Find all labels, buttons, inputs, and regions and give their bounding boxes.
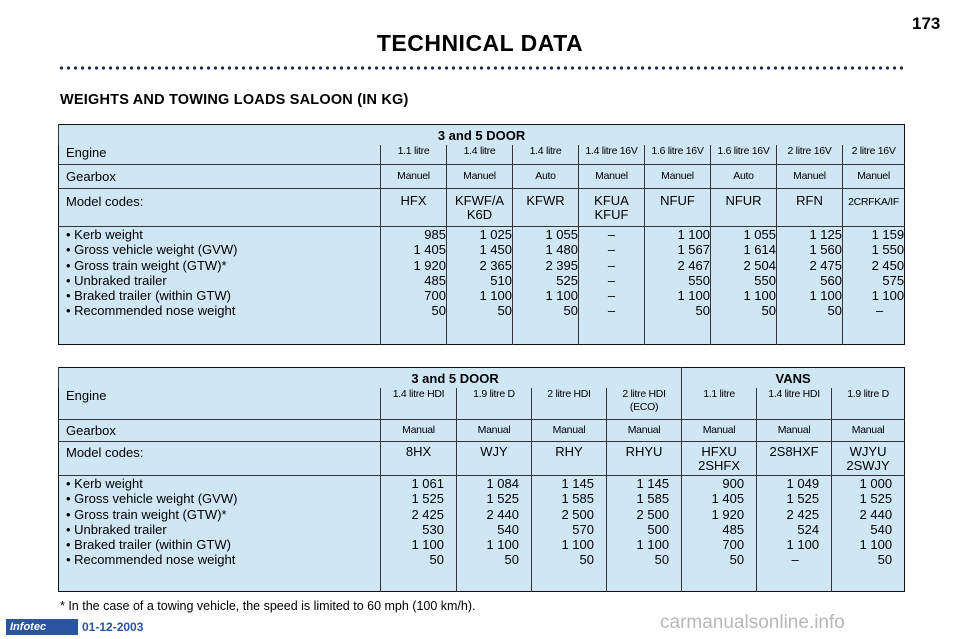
model-code-cell: KFUA KFUF [579, 189, 645, 227]
weight-value: 50 [695, 303, 710, 319]
engine-cell: 2 litre HDI (ECO) [607, 388, 682, 420]
weight-value: 1 550 [871, 242, 905, 258]
weight-value: 1 525 [786, 491, 820, 507]
weight-label: • Gross vehicle weight (GVW) [66, 242, 238, 258]
weight-value: 1 055 [743, 227, 776, 242]
engine-cell: 1.1 litre [381, 145, 447, 165]
weight-value: 1 125 [809, 227, 842, 242]
weight-value: 2 425 [786, 506, 820, 522]
weight-value: 485 [424, 272, 446, 288]
weight-value: 1 525 [859, 491, 893, 507]
weight-value: 1 061 [411, 476, 444, 491]
weight-value: 700 [722, 537, 745, 553]
weight-value: 1 025 [479, 227, 512, 242]
engine-cell: 2 litre 16V [777, 145, 843, 165]
weight-value: 1 100 [479, 288, 512, 304]
weight-value: 1 405 [413, 242, 446, 258]
weight-value: 1 145 [561, 476, 594, 491]
weight-value: 550 [754, 272, 776, 288]
weight-labels [59, 227, 381, 345]
weight-value: 1 480 [545, 242, 578, 258]
weight-value: 50 [654, 552, 670, 568]
engine-cell: 1.4 litre [447, 145, 513, 165]
weight-values [579, 227, 645, 345]
weight-value: 1 100 [677, 288, 710, 304]
weight-values [711, 227, 777, 345]
weight-labels [59, 476, 381, 592]
model-code-cell: HFXU 2SHFX [682, 442, 757, 476]
weight-label: • Kerb weight [66, 476, 143, 491]
weight-value: 524 [797, 521, 820, 537]
weight-value: 50 [827, 303, 842, 319]
weight-value: – [607, 303, 616, 319]
engine-cell: 1.9 litre D [457, 388, 532, 420]
weight-value: – [607, 227, 616, 242]
weight-values [381, 476, 457, 592]
weight-value: 500 [647, 521, 670, 537]
weight-values [645, 227, 711, 345]
weight-value: 2 504 [743, 257, 776, 273]
group-header-right: VANS [682, 368, 905, 388]
weight-value: 1 525 [411, 491, 444, 507]
weight-value: 50 [729, 552, 745, 568]
dotted-divider [58, 66, 906, 70]
weight-label: • Gross vehicle weight (GVW) [66, 491, 238, 507]
weight-value: 1 405 [711, 491, 745, 507]
weight-value: 1 145 [636, 476, 670, 491]
gearbox-cell: Manuel [777, 165, 843, 189]
engine-cell: 1.4 litre HDI [757, 388, 832, 420]
weight-value: 1 585 [561, 491, 594, 507]
weight-value: 1 614 [743, 242, 776, 258]
weight-value: 525 [556, 272, 578, 288]
weight-value: 700 [424, 288, 446, 304]
engine-cell: 2 litre 16V [843, 145, 905, 165]
gearbox-cell: Manuel [645, 165, 711, 189]
gearbox-cell: Manual [607, 420, 682, 442]
weight-value: 1 100 [411, 537, 444, 553]
gearbox-cell: Manuel [447, 165, 513, 189]
engine-cell: 1.6 litre 16V [645, 145, 711, 165]
weight-values [513, 227, 579, 345]
watermark: carmanualsonline.info [660, 612, 845, 633]
gearbox-cell: Manual [832, 420, 905, 442]
weight-value: 900 [722, 476, 745, 491]
model-codes-label: Model codes: [59, 189, 381, 227]
weight-value: 1 920 [711, 506, 745, 522]
model-code-cell: WJY [457, 442, 532, 476]
weight-value: 1 100 [677, 227, 710, 242]
weight-values [447, 227, 513, 345]
weight-value: 50 [579, 552, 594, 568]
weight-value: – [791, 552, 799, 568]
weight-value: 50 [563, 303, 578, 319]
weight-value: 2 365 [479, 257, 512, 273]
weight-values [457, 476, 532, 592]
model-code-cell: RHYU [607, 442, 682, 476]
weight-value: 1 100 [786, 537, 820, 553]
weight-values [682, 476, 757, 592]
footnote: * In the case of a towing vehicle, the speed is limited to 60 mph (100 km/h). [60, 599, 476, 613]
gearbox-cell: Auto [513, 165, 579, 189]
weight-value: 2 425 [411, 506, 444, 522]
gearbox-label: Gearbox [59, 420, 381, 442]
saloon-weights-table [58, 124, 905, 345]
gearbox-cell: Manuel [843, 165, 905, 189]
weight-value: 570 [572, 521, 594, 537]
weight-label: • Gross train weight (GTW)* [66, 506, 227, 522]
engine-cell: 1.4 litre HDI [381, 388, 457, 420]
model-code-cell: KFWR [513, 189, 579, 227]
model-code-cell: KFWF/A K6D [447, 189, 513, 227]
weight-value: – [607, 272, 616, 288]
weight-value: 2 450 [871, 257, 905, 273]
group-header-left: 3 and 5 DOOR [59, 368, 682, 388]
engine-label: Engine [66, 387, 107, 403]
weight-label: • Recommended nose weight [66, 303, 236, 319]
weight-value: 1 100 [859, 537, 893, 553]
engine-cell: 1.1 litre [682, 388, 757, 420]
weight-values [532, 476, 607, 592]
engine-cell: 1.9 litre D [832, 388, 905, 420]
weight-value: 2 440 [486, 506, 519, 522]
section-title: WEIGHTS AND TOWING LOADS SALOON (IN KG) [60, 92, 409, 108]
weight-value: 1 567 [677, 242, 710, 258]
gearbox-cell: Manuel [579, 165, 645, 189]
weight-value: 985 [424, 227, 446, 242]
gearbox-cell: Auto [711, 165, 777, 189]
gearbox-cell: Manual [757, 420, 832, 442]
weight-label: • Braked trailer (within GTW) [66, 288, 231, 304]
weight-value: 1 100 [743, 288, 776, 304]
weight-value: 1 525 [486, 491, 519, 507]
model-code-cell: 2CRFKA/IF [843, 189, 905, 227]
weight-value: 50 [761, 303, 776, 319]
weight-value: 1 084 [486, 476, 519, 491]
page-number: 173 [912, 14, 941, 33]
weight-value: 1 100 [561, 537, 594, 553]
weight-value: 50 [877, 552, 893, 568]
weight-values [832, 476, 905, 592]
logo-date: 01-12-2003 [82, 620, 144, 634]
saloon-vans-weights-table [58, 367, 905, 592]
weight-label: • Unbraked trailer [66, 272, 167, 288]
weight-label: • Braked trailer (within GTW) [66, 537, 231, 553]
weight-value: 50 [429, 552, 444, 568]
weight-value: 560 [820, 272, 842, 288]
model-codes-label: Model codes: [59, 442, 381, 476]
model-code-cell: RHY [532, 442, 607, 476]
weight-values [843, 227, 905, 345]
weight-values [607, 476, 682, 592]
engine-label: Engine [66, 144, 107, 160]
weight-value: – [875, 303, 884, 319]
gearbox-cell: Manual [532, 420, 607, 442]
weight-value: 1 450 [479, 242, 512, 258]
weight-value: 1 100 [871, 288, 905, 304]
weight-value: 1 100 [809, 288, 842, 304]
model-code-cell: HFX [381, 189, 447, 227]
weight-value: 485 [722, 521, 745, 537]
model-code-cell: WJYU 2SWJY [832, 442, 905, 476]
engine-cell: 1.4 litre 16V [579, 145, 645, 165]
gearbox-cell: Manuel [381, 165, 447, 189]
weight-value: 1 000 [859, 476, 893, 491]
weight-value: 2 467 [677, 257, 710, 273]
weight-value: 530 [422, 521, 444, 537]
model-code-cell: NFUR [711, 189, 777, 227]
weight-label: • Recommended nose weight [66, 552, 236, 568]
weight-value: 1 100 [636, 537, 670, 553]
weight-value: 1 049 [786, 476, 820, 491]
weight-value: 1 585 [636, 491, 670, 507]
weight-value: 50 [497, 303, 512, 319]
weight-value: 1 100 [545, 288, 578, 304]
weight-value: 1 055 [545, 227, 578, 242]
weight-label: • Gross train weight (GTW)* [66, 257, 227, 273]
infotec-logo: Infotec [6, 619, 78, 635]
gearbox-cell: Manual [682, 420, 757, 442]
engine-cell: 2 litre HDI [532, 388, 607, 420]
weight-value: 540 [497, 521, 519, 537]
weight-value: 2 500 [636, 506, 670, 522]
model-code-cell: RFN [777, 189, 843, 227]
weight-value: 2 475 [809, 257, 842, 273]
weight-value: 1 159 [871, 227, 905, 242]
model-code-cell: 8HX [381, 442, 457, 476]
gearbox-label: Gearbox [59, 165, 381, 189]
weight-value: 575 [882, 272, 905, 288]
weight-value: 2 500 [561, 506, 594, 522]
weight-value: 550 [688, 272, 710, 288]
engine-cell: 1.6 litre 16V [711, 145, 777, 165]
weight-value: – [607, 288, 616, 304]
weight-values [381, 227, 447, 345]
page-title: TECHNICAL DATA [376, 30, 584, 56]
gearbox-cell: Manual [457, 420, 532, 442]
weight-value: 2 440 [859, 506, 893, 522]
weight-values [757, 476, 832, 592]
weight-value: 1 920 [413, 257, 446, 273]
weight-value: 1 100 [486, 537, 519, 553]
weight-value: 540 [870, 521, 893, 537]
weight-value: 510 [490, 272, 512, 288]
weight-value: 2 395 [545, 257, 578, 273]
weight-value: 50 [504, 552, 519, 568]
weight-label: • Unbraked trailer [66, 521, 167, 537]
model-code-cell: 2S8HXF [757, 442, 832, 476]
weight-values [777, 227, 843, 345]
weight-value: 1 560 [809, 242, 842, 258]
engine-cell: 1.4 litre [513, 145, 579, 165]
weight-value: – [607, 242, 616, 258]
group-header: 3 and 5 DOOR [59, 125, 905, 145]
weight-value: 50 [431, 303, 446, 319]
gearbox-cell: Manual [381, 420, 457, 442]
weight-label: • Kerb weight [66, 227, 143, 242]
weight-value: – [607, 257, 616, 273]
model-code-cell: NFUF [645, 189, 711, 227]
